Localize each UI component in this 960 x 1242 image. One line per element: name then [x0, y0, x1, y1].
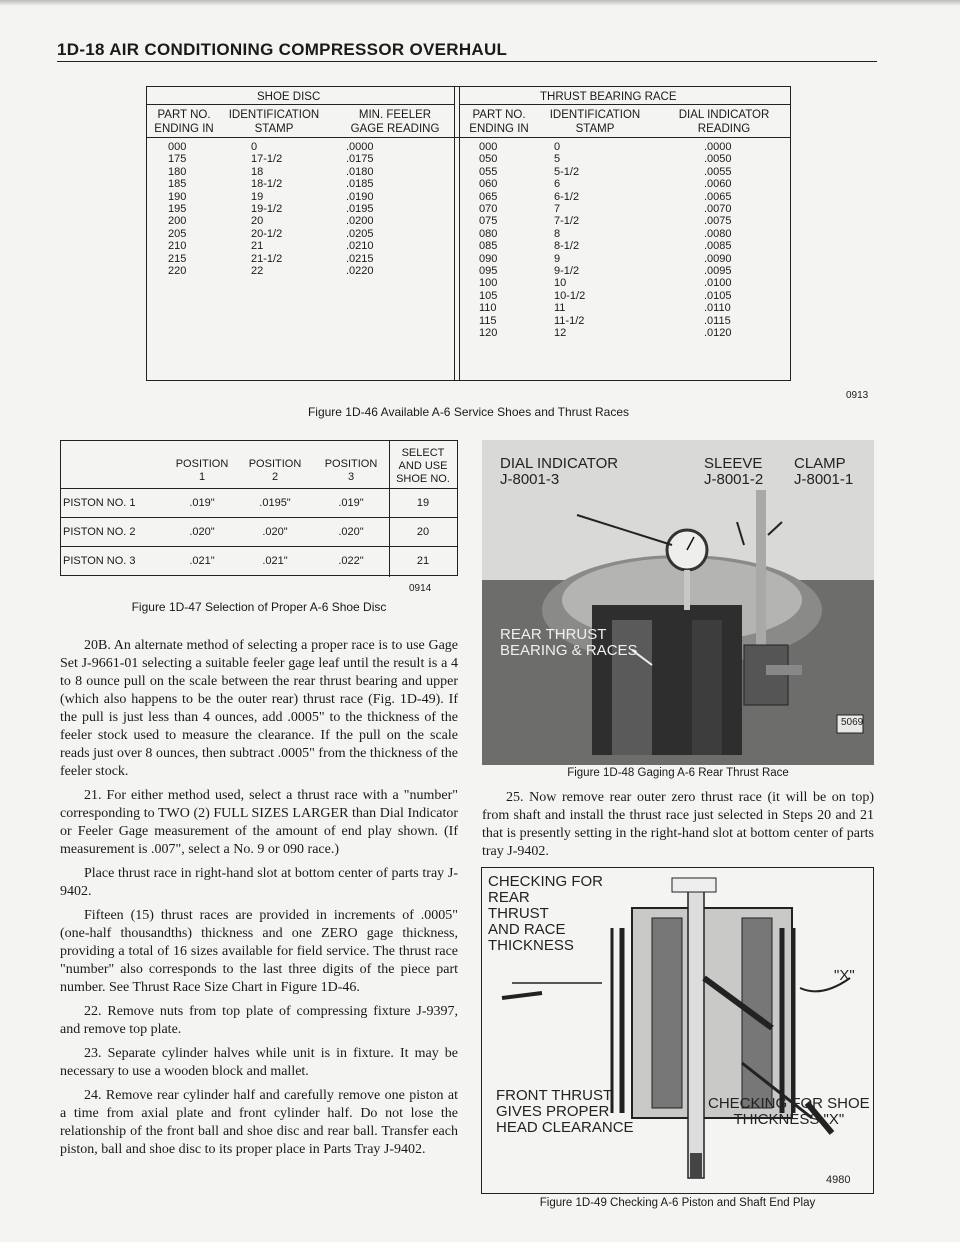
shoe-id-cell: 21	[251, 240, 264, 253]
shoe-feeler-cell: .0220	[346, 265, 374, 278]
thrust-id-cell: 8	[554, 227, 561, 240]
page-header: 1D-18 AIR CONDITIONING COMPRESSOR OVERHAUL	[57, 40, 508, 59]
paragraph-22: 22. Remove nuts from top plate of compressing fixture J-9397, and remove top plate.	[60, 1004, 458, 1037]
paragraph-21-place: Place thrust race in right-hand slot at bottom center of parts tray J-9402.	[60, 866, 458, 899]
thrust-id-cell: 11-1/2	[554, 314, 585, 327]
shoe-id-cell: 20-1/2	[251, 227, 283, 240]
figure-1d49-caption: Figure 1D-49 Checking A-6 Piston and Shaft End Play	[539, 1197, 816, 1209]
piston-2-pos2: .020"	[262, 526, 288, 538]
thrust-id-cell: 9-1/2	[554, 265, 580, 278]
thrust-dial-cell: .0070	[704, 203, 732, 216]
figure-code: 0914	[409, 583, 432, 594]
header-line-right	[460, 104, 790, 105]
thrust-part-cell: 085	[479, 240, 498, 253]
piston-3-pos3: .022"	[338, 555, 364, 567]
shoe-part-cell: 185	[168, 178, 187, 191]
thrust-part-cell: 115	[479, 314, 497, 327]
shoe-part-cell: 210	[168, 240, 187, 253]
thrust-header-part-text: PART NO. ENDING IN	[469, 109, 529, 135]
thrust-dial-cell: .0120	[704, 327, 732, 340]
thrust-race-title: THRUST BEARING RACE	[540, 91, 677, 103]
figure-1d48-caption: Figure 1D-48 Gaging A-6 Rear Thrust Race	[567, 767, 789, 779]
thrust-part-cell: 095	[479, 265, 498, 278]
thrust-dial-cell: .0050	[704, 153, 732, 166]
figure-1d48-photo	[482, 440, 874, 765]
thrust-dial-cell: .0100	[704, 277, 732, 290]
shoe-id-cell: 22	[251, 265, 264, 278]
shoe-id-cell: 17-1/2	[251, 153, 283, 166]
shoe-id-cell: 20	[251, 215, 264, 228]
shoe-part-cell: 205	[168, 227, 187, 240]
piston-2-label: PISTON NO. 2	[63, 526, 136, 538]
piston-3-pos2: .021"	[262, 555, 288, 567]
thrust-dial-cell: .0075	[704, 215, 732, 228]
row-line	[61, 517, 457, 518]
shoe-part-cell: 190	[168, 190, 187, 203]
thrust-part-cell: 120	[479, 327, 498, 340]
shoe-id-cell: 19-1/2	[251, 203, 283, 216]
shoe-feeler-cell: .0000	[346, 141, 374, 153]
thrust-part-cell: 070	[479, 203, 498, 216]
thrust-part-cell: 100	[479, 277, 498, 290]
paragraph-23: 23. Separate cylinder halves while unit is in fixture. It may be necessary to use a wooden block and mallet.	[60, 1046, 458, 1079]
thrust-header-dial-text: DIAL INDICATOR READING	[678, 109, 770, 135]
shoe-feeler-cell: .0210	[346, 240, 374, 253]
thrust-dial-cell: .0095	[704, 265, 732, 278]
piston-1-shoe: 19	[416, 497, 430, 509]
header-bottom-line	[147, 137, 790, 138]
shoe-disc-title: SHOE DISC	[257, 91, 321, 103]
thrust-header-dial	[659, 108, 789, 136]
piston-3-pos1: .021"	[189, 555, 215, 567]
piston-2-pos3: .020"	[338, 526, 364, 538]
thrust-dial-cell: .0060	[704, 178, 732, 191]
thrust-id-cell: 6-1/2	[554, 190, 580, 203]
position-1-header: POSITION 1	[175, 458, 229, 483]
check-shoe-label: CHECKING FOR SHOE THICKNESS "X"	[708, 1095, 870, 1128]
thrust-col-id	[554, 141, 585, 340]
thrust-dial-cell: .0065	[704, 190, 732, 203]
shoe-part-cell: 175	[168, 153, 187, 166]
thrust-part-cell: 110	[479, 302, 497, 315]
shoe-feeler-cell: .0190	[346, 190, 374, 203]
shoe-feeler-cell: .0200	[346, 215, 374, 228]
thrust-col-dial	[704, 141, 732, 340]
thrust-part-cell: 075	[479, 215, 498, 228]
shoe-header-feeler	[335, 108, 455, 136]
piston-3-shoe: 21	[416, 555, 430, 567]
shoe-id-cell: 0	[251, 141, 258, 153]
position-3-header: POSITION 3	[324, 458, 378, 483]
shoe-header-id-text: IDENTIFICATION STAMP	[228, 109, 320, 135]
thrust-dial-cell: .0105	[704, 289, 732, 302]
thrust-part-cell: 060	[479, 178, 498, 191]
sleeve-label: SLEEVE J-8001-2	[704, 455, 764, 488]
figure-1d47-table	[60, 440, 458, 576]
thrust-id-cell: 10-1/2	[554, 289, 586, 302]
thrust-col-part	[479, 141, 497, 340]
thrust-header-part	[459, 108, 539, 136]
check-rear-thrust-label: CHECKING FOR REAR THRUST AND RACE THICKNESS	[488, 873, 604, 954]
piston-1-pos3: .019"	[338, 497, 364, 509]
thrust-part-cell: 105	[479, 289, 498, 302]
figure-1d47-caption: Figure 1D-47 Selection of Proper A-6 Shoe Disc	[131, 600, 387, 614]
thrust-dial-cell: .0110	[704, 302, 731, 315]
figure-code: 0913	[846, 390, 869, 401]
shoe-part-cell: 215	[168, 252, 187, 265]
thrust-header-id-text: IDENTIFICATION STAMP	[549, 109, 641, 135]
paragraph-21: 21. For either method used, select a thrust race with a "number" corresponding to TWO (2) FULL SIZES LARGER than Dial Indicator or Feeler Gage measurement of the amount of end play shown. (If measurement is .007", select a No. 9 or 090 race.)	[60, 788, 458, 857]
photo-code: 5069	[841, 717, 864, 728]
shoe-feeler-cell: .0195	[346, 203, 374, 216]
shoe-feeler-cell: .0215	[346, 252, 374, 265]
thrust-id-cell: 11	[554, 302, 566, 315]
thrust-id-cell: 10	[554, 277, 567, 290]
shoe-header-feeler-text: MIN. FEELER GAGE READING	[350, 109, 440, 135]
front-thrust-label: FRONT THRUST GIVES PROPER HEAD CLEARANCE	[496, 1087, 634, 1136]
clamp-label: CLAMP J-8001-1	[794, 455, 854, 488]
row-line	[61, 488, 457, 489]
thrust-dial-cell: .0000	[704, 141, 732, 153]
shoe-feeler-cell: .0205	[346, 227, 374, 240]
thrust-id-cell: 6	[554, 178, 561, 191]
thrust-part-cell: 055	[479, 165, 498, 178]
shoe-feeler-cell: .0185	[346, 178, 374, 191]
paragraph-21-fifteen: Fifteen (15) thrust races are provided in increments of .0005" (one-half thousandths) thickness and one ZERO gage thickness, providing a total of 16 sizes available for field service. The thrust race "number" also corresponds to the last three digits of the piece part number. See Thrust Race Size Chart in Figure 1D-46.	[60, 908, 458, 995]
shoe-feeler-cell: .0175	[346, 153, 374, 166]
thrust-id-cell: 8-1/2	[554, 240, 580, 253]
thrust-dial-cell: .0085	[704, 240, 732, 253]
figure-1d46-caption: Figure 1D-46 Available A-6 Service Shoes and Thrust Races	[307, 405, 630, 419]
paragraph-20b: 20B. An alternate method of selecting a proper race is to use Gage Set J-9661-01 selecting a suitable feeler gage leaf until the result is a 4 to 8 ounce pull on the scale between the rear thrust bearing and upper (which also happens to be the outer rear) thrust race (Fig. 1D-49). If the pull is just less than 4 ounces, add .0005" to the thickness of the feeler stock used to measure the clearance. If the pull on the scale reads just over 8 ounces, then subtract .0005" from the thickness of the feeler stock.	[60, 638, 458, 779]
thrust-dial-cell: .0090	[704, 252, 732, 265]
thrust-part-cell: 090	[479, 252, 498, 265]
thrust-dial-cell: .0080	[704, 227, 732, 240]
scan-edge	[0, 0, 960, 6]
thrust-part-cell: 080	[479, 227, 498, 240]
thrust-part-cell: 050	[479, 153, 498, 166]
row-line	[61, 546, 457, 547]
right-body-text	[482, 789, 874, 867]
shoe-part-cell: 180	[168, 165, 187, 178]
thrust-id-cell: 7	[554, 203, 561, 216]
paragraph-24: 24. Remove rear cylinder half and carefully remove one piston at a time from axial plate and front cylinder half. Do not lose the relationship of the front ball and shoe disc and rear ball. Transfer each piston, ball and shoe disc to its proper place in Parts Tray J-9402.	[60, 1088, 458, 1157]
piston-2-shoe: 20	[416, 526, 430, 538]
thrust-dial-cell: .0115	[704, 314, 731, 327]
thrust-part-cell: 000	[479, 141, 498, 153]
shoe-part-cell: 195	[168, 203, 187, 216]
shoe-header-id	[209, 108, 339, 136]
shoe-feeler-cell: .0180	[346, 165, 374, 178]
figure-1d49-diagram	[481, 867, 874, 1194]
shoe-header-part-text: PART NO. ENDING IN	[154, 109, 214, 135]
thrust-header-id	[531, 108, 659, 136]
piston-2-pos1: .020"	[189, 526, 215, 538]
x-dimension-label: "X"	[834, 967, 855, 984]
shoe-id-cell: 21-1/2	[251, 252, 283, 265]
shoe-part-cell: 200	[168, 215, 187, 228]
rear-thrust-label: REAR THRUST BEARING & RACES	[500, 626, 638, 659]
shoe-part-cell: 220	[168, 265, 187, 278]
thrust-dial-cell: .0055	[704, 165, 732, 178]
figure-1d46-table	[146, 86, 791, 381]
shoe-col-id	[251, 141, 282, 277]
piston-1-pos2: .0195"	[259, 497, 291, 509]
shoe-id-cell: 19	[251, 190, 264, 203]
thrust-id-cell: 0	[554, 141, 561, 153]
thrust-id-cell: 5-1/2	[554, 165, 580, 178]
shoe-id-cell: 18-1/2	[251, 178, 283, 191]
shoe-col-part	[168, 141, 186, 277]
piston-3-label: PISTON NO. 3	[63, 555, 136, 567]
thrust-id-cell: 5	[554, 153, 561, 166]
piston-1-label: PISTON NO. 1	[63, 497, 136, 509]
dial-indicator-label: DIAL INDICATOR J-8001-3	[500, 455, 619, 488]
piston-1-pos1: .019"	[189, 497, 215, 509]
paragraph-25: 25. Now remove rear outer zero thrust race (it will be on top) from shaft and install the thrust race just selected in Steps 20 and 21 that is presently setting in the right-hand slot at bottom center of parts tray J-9402.	[482, 790, 874, 859]
position-2-header: POSITION 2	[248, 458, 302, 483]
left-body-text	[60, 637, 458, 1165]
shoe-id-cell: 18	[251, 165, 264, 178]
diagram-code: 4980	[826, 1174, 851, 1186]
header-rule	[57, 61, 877, 62]
gaging-photo-illustration	[482, 440, 874, 765]
thrust-part-cell: 065	[479, 190, 498, 203]
select-shoe-header: SELECT AND USE SHOE NO.	[396, 447, 450, 485]
thrust-id-cell: 12	[554, 327, 567, 340]
shoe-col-feeler	[346, 141, 374, 277]
thrust-id-cell: 7-1/2	[554, 215, 580, 228]
thrust-id-cell: 9	[554, 252, 561, 265]
header-line-left	[147, 104, 454, 105]
shoe-part-cell: 000	[168, 141, 187, 153]
